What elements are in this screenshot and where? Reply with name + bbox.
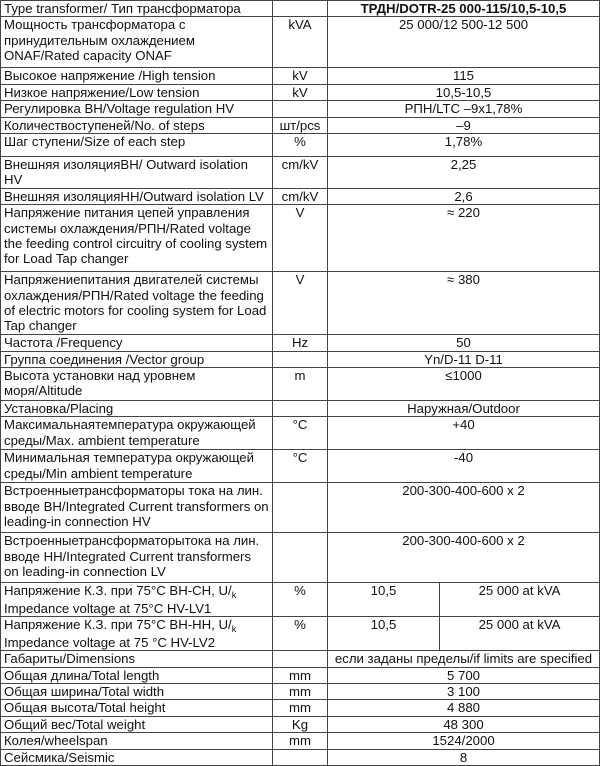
unit-supply-ctrl: V — [273, 205, 328, 272]
table-row — [1, 401, 600, 417]
value-ins-hv: 2,25 — [328, 157, 600, 189]
unit-hv: kV — [273, 68, 328, 84]
unit-steps: шт/pcs — [273, 117, 328, 133]
param-lv: Низкое напряжение/Low tension — [1, 84, 273, 100]
param-imp2-ru: Напряжение К.З. при 75°C ВН-НН, U/ — [4, 617, 232, 633]
unit-ct-hv — [273, 483, 328, 533]
unit-vector — [273, 351, 328, 367]
table-row — [1, 417, 600, 450]
param-imp1-en: Impedance voltage at 75°C HV-LV1 — [4, 600, 212, 616]
unit-weight: Kg — [273, 716, 328, 732]
param-height: Общая высота/Total height — [1, 700, 273, 716]
table-row — [1, 188, 600, 204]
unit-dims — [273, 651, 328, 667]
value-tmax: +40 — [328, 417, 600, 450]
unit-ins-lv: cm/kV — [273, 188, 328, 204]
value-weight: 48 300 — [328, 716, 600, 732]
table-row — [1, 272, 600, 335]
table-row — [1, 368, 600, 401]
unit-imp1: % — [273, 583, 328, 617]
param-tmin: Минимальная температура окружающей среды/Min ambient temperature — [1, 450, 273, 483]
table-row — [1, 733, 600, 749]
unit-tmax: °C — [273, 417, 328, 450]
param-steps: Количествоступеней/No. of steps — [1, 117, 273, 133]
param-stepsize: Шаг ступени/Size of each step — [1, 134, 273, 157]
table-row — [1, 533, 600, 583]
unit-supply-motor: V — [273, 272, 328, 335]
value-freq: 50 — [328, 335, 600, 351]
param-imp1 — [1, 583, 273, 617]
value-seismic: 8 — [328, 749, 600, 765]
unit-tmin: °C — [273, 450, 328, 483]
value-tmin: -40 — [328, 450, 600, 483]
table-row — [1, 157, 600, 189]
unit-ins-hv: cm/kV — [273, 157, 328, 189]
param-placing: Установка/Placing — [1, 401, 273, 417]
table-row — [1, 205, 600, 272]
table-row — [1, 667, 600, 683]
value-stepsize: 1,78% — [328, 134, 600, 157]
param-reg: Регулировка ВН/Voltage regulation HV — [1, 101, 273, 117]
unit-placing — [273, 401, 328, 417]
table-row — [1, 651, 600, 667]
value-reg: РПН/LTC –9x1,78% — [328, 101, 600, 117]
table-row — [1, 351, 600, 367]
unit-stepsize: % — [273, 134, 328, 157]
param-freq: Частота /Frequency — [1, 335, 273, 351]
value-power: 25 000/12 500-12 500 — [328, 17, 600, 68]
param-imp2-sub: k — [231, 624, 237, 635]
unit-reg — [273, 101, 328, 117]
value-height: 4 880 — [328, 700, 600, 716]
table-row — [1, 617, 600, 651]
table-row — [1, 683, 600, 699]
param-vector: Группа соединения /Vector group — [1, 351, 273, 367]
header-unit — [273, 1, 328, 17]
param-seismic: Сейсмика/Seismic — [1, 749, 273, 765]
param-imp1-ru: Напряжение К.З. при 75°C ВН-СН, U/ — [4, 583, 232, 599]
param-imp1-sub: k — [231, 590, 237, 601]
value-width: 3 100 — [328, 683, 600, 699]
param-dims: Габариты/Dimensions — [1, 651, 273, 667]
value2-imp2: 25 000 at kVA — [440, 617, 600, 651]
value-ct-lv: 200-300-400-600 x 2 — [328, 533, 600, 583]
table-row — [1, 134, 600, 157]
param-ct-hv: Встроенныетрансформаторы тока на лин. вводе ВН/Integrated Current transformers on leading-in connection HV — [1, 483, 273, 533]
table-row — [1, 101, 600, 117]
header-label: Type transformer/ Тип трансформатора — [1, 1, 273, 17]
value-lv: 10,5-10,5 — [328, 84, 600, 100]
value2-imp1: 25 000 at kVA — [440, 583, 600, 617]
value-supply-ctrl: ≈ 220 — [328, 205, 600, 272]
unit-length: mm — [273, 667, 328, 683]
value-hv: 115 — [328, 68, 600, 84]
value1-imp2: 10,5 — [328, 617, 440, 651]
table-row — [1, 450, 600, 483]
unit-seismic — [273, 749, 328, 765]
table-row — [1, 700, 600, 716]
param-length: Общая длина/Total length — [1, 667, 273, 683]
value-ct-hv: 200-300-400-600 x 2 — [328, 483, 600, 533]
unit-freq: Hz — [273, 335, 328, 351]
value-length: 5 700 — [328, 667, 600, 683]
value-altitude: ≤1000 — [328, 368, 600, 401]
param-imp2 — [1, 617, 273, 651]
header-value: ТРДН/DOTR-25 000-115/10,5-10,5 — [328, 1, 600, 17]
param-wheelspan: Колея/wheelspan — [1, 733, 273, 749]
unit-altitude: m — [273, 368, 328, 401]
param-imp2-en: Impedance voltage at 75 °C HV-LV2 — [4, 634, 216, 650]
unit-lv: kV — [273, 84, 328, 100]
table-row — [1, 68, 600, 84]
param-ct-lv: Встроенныетрансформаторытока на лин. вводе НН/Integrated Current transformers on leading-in connection LV — [1, 533, 273, 583]
value-supply-motor: ≈ 380 — [328, 272, 600, 335]
value-steps: –9 — [328, 117, 600, 133]
table-row — [1, 84, 600, 100]
param-tmax: Максимальнаятемпература окружающей среды/Max. ambient temperature — [1, 417, 273, 450]
unit-width: mm — [273, 683, 328, 699]
unit-height: mm — [273, 700, 328, 716]
param-altitude: Высота установки над уровнем моря/Altitude — [1, 368, 273, 401]
param-hv: Высокое напряжение /High tension — [1, 68, 273, 84]
table-row — [1, 17, 600, 68]
table-row — [1, 117, 600, 133]
value-ins-lv: 2,6 — [328, 188, 600, 204]
param-supply-motor: Напряжениепитания двигателей системы охлаждения/РПН/Rated voltage the feeding of electric motors for cooling system for Load Tap changer — [1, 272, 273, 335]
param-ins-lv: Внешняя изоляцияНН/Outward isolation LV — [1, 188, 273, 204]
param-width: Общая ширина/Total width — [1, 683, 273, 699]
table-row — [1, 583, 600, 617]
value-placing: Наружная/Outdoor — [328, 401, 600, 417]
value-vector: Yn/D-11 D-11 — [328, 351, 600, 367]
table-row — [1, 716, 600, 732]
param-ins-hv: Внешняя изоляцияВН/ Outward isolation HV — [1, 157, 273, 189]
table-row — [1, 335, 600, 351]
table-row — [1, 749, 600, 765]
param-weight: Общий вес/Total weight — [1, 716, 273, 732]
param-power: Мощность трансформатора с принудительным охлаждением ONAF/Rated capacity ONAF — [1, 17, 273, 68]
unit-ct-lv — [273, 533, 328, 583]
value-dims: если заданы пределы/if limits are specified — [328, 651, 600, 667]
param-supply-ctrl: Напряжение питания цепей управления системы охлаждения/РПН/Rated voltage the feeding control circuitry of cooling system for Load Tap changer — [1, 205, 273, 272]
unit-imp2: % — [273, 617, 328, 651]
table-row — [1, 483, 600, 533]
unit-wheelspan: mm — [273, 733, 328, 749]
value1-imp1: 10,5 — [328, 583, 440, 617]
unit-power: kVA — [273, 17, 328, 68]
header-row — [1, 1, 600, 17]
value-wheelspan: 1524/2000 — [328, 733, 600, 749]
